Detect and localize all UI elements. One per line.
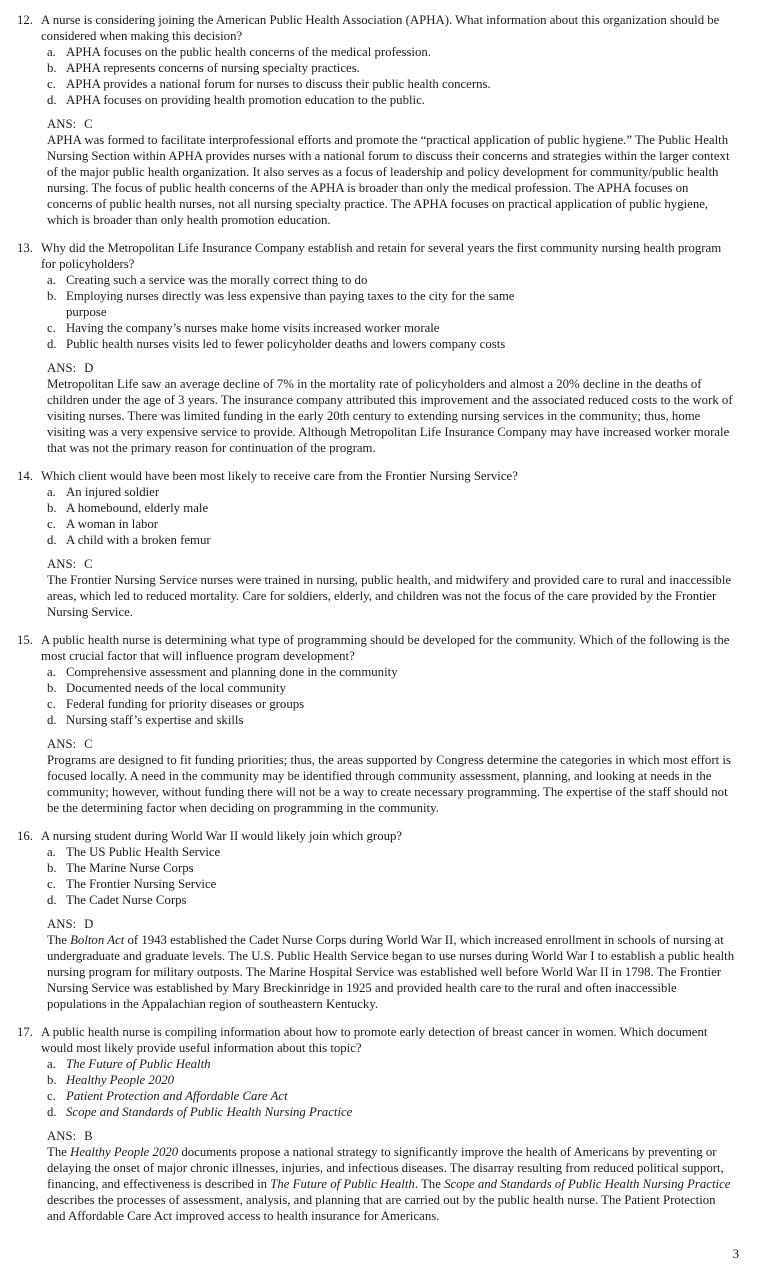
- option-letter: a.: [47, 1057, 56, 1071]
- answer-letter: B: [84, 1129, 93, 1143]
- rationale-segment: The: [47, 1145, 71, 1159]
- option-row: [41, 532, 741, 548]
- option-row: [41, 1104, 741, 1120]
- option-text: The US Public Health Service: [66, 845, 221, 859]
- option-letter: c.: [47, 517, 56, 531]
- option-row: [41, 60, 741, 76]
- option-letter: a.: [47, 45, 56, 59]
- option-letter: d.: [47, 1105, 57, 1119]
- answer-line: [47, 1128, 741, 1144]
- question-stem: A nurse is considering joining the American Public Health Association (APHA). What information about this organization should be considered when making this decision?: [41, 13, 720, 43]
- rationale-segment: documents propose a national strategy to significantly improve the health of Americans by preventing or delaying the onset of major chronic illnesses, injuries, and infectious diseases. The disarray resulting from reduced political support, financing, and effectiveness is described in: [47, 1145, 724, 1191]
- rationale-segment: The Frontier Nursing Service nurses were trained in nursing, public health, and midwifery and provided care to rural and inaccessible areas, which led to reduced mortality. Care for soldiers, elderly, and children was not the focus of the care provided by the Frontier Nursing Service.: [47, 573, 732, 619]
- option-text: An injured soldier: [66, 485, 160, 499]
- option-row: [41, 288, 741, 320]
- option-letter: d.: [47, 337, 57, 351]
- rationale-text: [47, 132, 737, 228]
- option-letter: c.: [47, 77, 56, 91]
- answer-label: ANS:: [47, 1129, 77, 1143]
- option-text: APHA focuses on providing health promotion education to the public.: [66, 93, 425, 107]
- option-row: [41, 892, 741, 908]
- option-row: [41, 680, 741, 696]
- option-letter: a.: [47, 665, 56, 679]
- option-text: Having the company’s nurses make home visits increased worker morale: [66, 321, 440, 335]
- question-stem: Why did the Metropolitan Life Insurance Company establish and retain for several years the first community nursing health program for policyholders?: [41, 241, 722, 271]
- question-block-12: [0, 12, 763, 228]
- option-row: [41, 76, 741, 92]
- option-letter: d.: [47, 713, 57, 727]
- page-number: 3: [732, 1247, 739, 1261]
- option-letter: c.: [47, 697, 56, 711]
- option-row: [41, 336, 741, 352]
- question-stem: A public health nurse is compiling information about how to promote early detection of breast cancer in women. Which document would most likely provide useful information about this topic?: [41, 1025, 708, 1055]
- option-row: [41, 272, 741, 288]
- option-letter: a.: [47, 273, 56, 287]
- option-row: [41, 876, 741, 892]
- option-letter: a.: [47, 845, 56, 859]
- option-text: Healthy People 2020: [66, 1073, 175, 1087]
- answer-letter: D: [84, 917, 94, 931]
- option-text: Creating such a service was the morally correct thing to do: [66, 273, 368, 287]
- rationale-segment: Metropolitan Life saw an average decline of 7% in the mortality rate of policyholders and almost a 20% decline in the deaths of children under the age of 3 years. The insurance company attributed this improvement and the associated reduced costs to the work of visiting nurses. There was limited funding in the early 20th century to extending nursing services in the community; thus, home visiting was a very expensive service to provide. Although Metropolitan Life Insurance Company may have increased worker morale that was not the primary reason for continuation of the program.: [47, 377, 733, 455]
- option-letter: d.: [47, 893, 57, 907]
- rationale-text: [47, 932, 737, 1012]
- rationale-segment-italic: Bolton Act: [70, 933, 125, 947]
- option-letter: b.: [47, 501, 57, 515]
- rationale-segment: APHA was formed to facilitate interprofessional efforts and promote the “practical application of public hygiene.” The Public Health Nursing Section within APHA provides nurses with a national forum to discuss their concerns and strategies within the larger context of the major public health organization. It also serves as a focus of leadership and policy development for community/public health nursing. The focus of public health concerns of the APHA is broader than only the medical profession. The APHA focuses on concerns of public health nurses, not all nursing specialty practice. The APHA focuses on practical application of public hygiene, which is broader than only health promotion education.: [47, 133, 730, 227]
- question-block-16: [0, 828, 763, 1012]
- option-row: [41, 484, 741, 500]
- answer-letter: C: [84, 737, 93, 751]
- option-text: A homebound, elderly male: [66, 501, 209, 515]
- question-stem: A nursing student during World War II would likely join which group?: [41, 829, 403, 843]
- rationale-text: [47, 752, 737, 816]
- option-row: [41, 860, 741, 876]
- question-block-13: [0, 240, 763, 456]
- option-letter: b.: [47, 681, 57, 695]
- option-letter: c.: [47, 1089, 56, 1103]
- option-letter: b.: [47, 861, 57, 875]
- option-row: [41, 320, 741, 336]
- option-text: The Marine Nurse Corps: [66, 861, 194, 875]
- option-letter: d.: [47, 533, 57, 547]
- answer-letter: C: [84, 557, 93, 571]
- option-letter: c.: [47, 321, 56, 335]
- option-row: [41, 500, 741, 516]
- rationale-text: [47, 1144, 737, 1224]
- option-row: [41, 712, 741, 728]
- answer-label: ANS:: [47, 557, 77, 571]
- answer-letter: C: [84, 117, 93, 131]
- question-number: 13.: [17, 241, 33, 255]
- rationale-segment: The: [47, 933, 71, 947]
- question-number: 16.: [17, 829, 33, 843]
- option-text: A woman in labor: [66, 517, 159, 531]
- option-text: Comprehensive assessment and planning done in the community: [66, 665, 398, 679]
- option-text: A child with a broken femur: [66, 533, 211, 547]
- option-row: [41, 1056, 741, 1072]
- question-number: 17.: [17, 1025, 33, 1039]
- option-row: [41, 664, 741, 680]
- option-text: Documented needs of the local community: [66, 681, 286, 695]
- option-text: Employing nurses directly was less expensive than paying taxes to the city for the same purpose: [66, 289, 515, 319]
- rationale-text: [47, 376, 737, 456]
- answer-line: [47, 916, 741, 932]
- option-letter: b.: [47, 61, 57, 75]
- question-block-15: [0, 632, 763, 816]
- answer-label: ANS:: [47, 117, 77, 131]
- question-stem: A public health nurse is determining what type of programming should be developed for the community. Which of the following is the most crucial factor that will influence program development?: [41, 633, 730, 663]
- option-row: [41, 44, 741, 60]
- question-block-17: [0, 1024, 763, 1224]
- answer-line: [47, 556, 741, 572]
- option-letter: b.: [47, 289, 57, 303]
- option-row: [41, 696, 741, 712]
- option-row: [41, 516, 741, 532]
- option-letter: b.: [47, 1073, 57, 1087]
- option-letter: d.: [47, 93, 57, 107]
- answer-line: [47, 116, 741, 132]
- rationale-text: [47, 572, 737, 620]
- option-row: [41, 1072, 741, 1088]
- question-stem: Which client would have been most likely to receive care from the Frontier Nursing Service?: [41, 469, 518, 483]
- option-text: Federal funding for priority diseases or groups: [66, 697, 305, 711]
- answer-letter: D: [84, 361, 94, 375]
- question-block-14: [0, 468, 763, 620]
- option-text: The Future of Public Health: [66, 1057, 211, 1071]
- option-row: [41, 844, 741, 860]
- option-letter: c.: [47, 877, 56, 891]
- option-letter: a.: [47, 485, 56, 499]
- option-row: [41, 92, 741, 108]
- option-text: Public health nurses visits led to fewer policyholder deaths and lowers company costs: [66, 337, 506, 351]
- rationale-segment-italic: Healthy People 2020: [70, 1145, 179, 1159]
- option-text: Nursing staff’s expertise and skills: [66, 713, 244, 727]
- option-text: APHA focuses on the public health concerns of the medical profession.: [66, 45, 431, 59]
- answer-label: ANS:: [47, 361, 77, 375]
- question-number: 15.: [17, 633, 33, 647]
- rationale-segment: describes the processes of assessment, analysis, and planning that are carried out by the public health nurse. The Patient Protection and Affordable Care Act improved access to health insurance for Americans.: [47, 1193, 716, 1223]
- answer-label: ANS:: [47, 737, 77, 751]
- option-text: The Frontier Nursing Service: [66, 877, 217, 891]
- answer-line: [47, 736, 741, 752]
- rationale-segment-italic: The Future of Public Health: [270, 1177, 415, 1191]
- option-text: APHA provides a national forum for nurses to discuss their public health concerns.: [66, 77, 491, 91]
- question-number: 14.: [17, 469, 33, 483]
- question-number: 12.: [17, 13, 33, 27]
- rationale-segment-italic: Scope and Standards of Public Health Nursing Practice: [444, 1177, 731, 1191]
- option-text: APHA represents concerns of nursing specialty practices.: [66, 61, 360, 75]
- rationale-segment: . The: [414, 1177, 445, 1191]
- rationale-segment: Programs are designed to fit funding priorities; thus, the areas supported by Congress determine the categories in which most effort is focused locally. A need in the community may be identified through community assessment, planning, and looking at needs in the community; however, without funding there will not be a way to create necessary programming. The expertise of the staff should not be the determining factor when deciding on programming in the community.: [47, 753, 731, 815]
- answer-label: ANS:: [47, 917, 77, 931]
- option-text: Patient Protection and Affordable Care Act: [66, 1089, 288, 1103]
- rationale-segment: of 1943 established the Cadet Nurse Corps during World War II, which increased enrollment in schools of nursing at undergraduate and graduate levels. The U.S. Public Health Service began to use nurses during World War I to establish a public health nursing program for military outposts. The Marine Hospital Service was established well before World War II in 1798. The Frontier Nursing Service was established by Mary Breckinridge in 1925 and provided health care to the rural and often inaccessible populations in the Appalachian region of southeastern Kentucky.: [47, 933, 735, 1011]
- option-text: The Cadet Nurse Corps: [66, 893, 187, 907]
- option-text: Scope and Standards of Public Health Nursing Practice: [66, 1105, 353, 1119]
- answer-line: [47, 360, 741, 376]
- option-row: [41, 1088, 741, 1104]
